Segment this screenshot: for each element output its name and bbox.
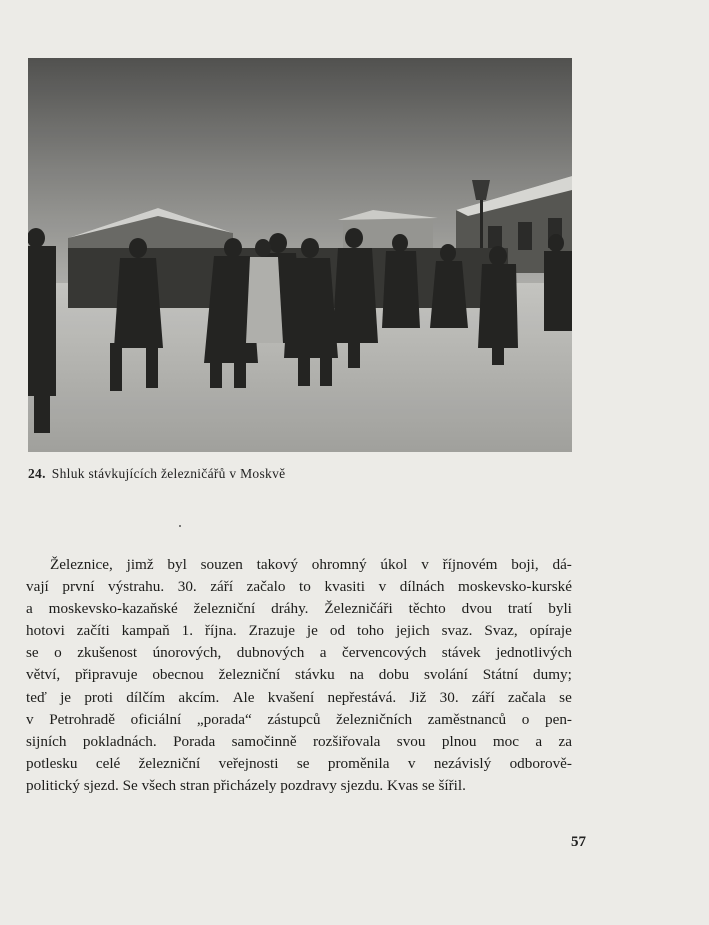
word: 30. <box>439 688 459 706</box>
word: v <box>407 754 416 772</box>
word: říjnovém <box>442 556 498 573</box>
word: Ale <box>232 688 255 706</box>
word: pen- <box>545 710 572 728</box>
text-line <box>26 620 572 642</box>
text-line: politický sjezd. Se všech stran přicházely pozdravy sjezdu. Kvas se šířil. <box>26 776 466 794</box>
speck <box>179 525 181 527</box>
word: stávku <box>295 666 335 684</box>
word: těchto <box>408 600 446 618</box>
text-line <box>26 642 572 664</box>
text-line <box>26 598 572 620</box>
word: první <box>62 578 95 596</box>
word: zástupců <box>267 710 321 728</box>
word: o <box>54 644 62 662</box>
body-paragraph <box>26 554 572 797</box>
word: a <box>319 644 327 662</box>
word: výstrahu. <box>108 578 165 596</box>
word: větví, <box>26 666 61 684</box>
word: je <box>306 622 318 640</box>
word: toho <box>356 622 384 640</box>
word: jednotlivých <box>496 644 572 662</box>
word: začíti <box>76 622 110 640</box>
word: únorových, <box>152 644 222 662</box>
word: září <box>210 578 234 596</box>
word: úkol <box>380 556 408 573</box>
word: souzen <box>200 556 243 573</box>
word: teď <box>26 688 47 706</box>
text-line <box>26 709 572 731</box>
word: moskevsko-kurské <box>458 578 572 596</box>
word: o <box>521 710 530 728</box>
word: železniční <box>138 754 201 772</box>
word: 1. <box>181 622 194 640</box>
photograph <box>28 58 572 452</box>
word: v <box>378 578 387 596</box>
word: veřejnosti <box>218 754 279 772</box>
word: začala <box>507 688 546 706</box>
word: nezávislý <box>433 754 492 772</box>
text-line <box>26 753 572 775</box>
word: Svaz, <box>484 622 518 640</box>
figure-caption <box>28 466 285 482</box>
word: ohromný <box>311 556 367 573</box>
word: října. <box>205 622 237 640</box>
word: byl <box>167 556 187 573</box>
word: dílčím <box>126 688 166 706</box>
word: to <box>299 578 311 596</box>
word: dobu <box>378 666 410 684</box>
word: v <box>26 710 34 728</box>
word: moc <box>492 732 520 750</box>
word: tratí <box>507 600 533 618</box>
word: rozšiřovala <box>312 732 381 750</box>
word: kvasiti <box>324 578 365 596</box>
word: jejich <box>395 622 430 640</box>
word: potlesku <box>26 754 78 772</box>
word: Státní <box>482 666 519 684</box>
word: dráhy. <box>271 600 309 618</box>
caption-number: 24. <box>28 466 46 481</box>
word: jimž <box>126 556 154 573</box>
word: akcím. <box>178 688 220 706</box>
word: kvašení <box>267 688 315 706</box>
word: dumy; <box>533 666 572 684</box>
text-line <box>26 576 572 598</box>
word: proměnila <box>327 754 390 772</box>
word: za <box>558 732 572 750</box>
word: připravuje <box>75 666 138 684</box>
word: hotovi <box>26 622 65 640</box>
word: Petrohradě <box>49 710 116 728</box>
word: Železničáři <box>324 600 393 618</box>
word: železniční <box>193 600 256 618</box>
word: dá- <box>552 556 572 573</box>
word: boji, <box>511 556 539 573</box>
word: Již <box>409 688 427 706</box>
text-line <box>26 687 572 709</box>
word: byli <box>548 600 572 618</box>
word: Porada <box>173 732 216 750</box>
word: a <box>535 732 543 750</box>
word: je <box>60 688 72 706</box>
word: železničních <box>336 710 413 728</box>
word: stávek <box>441 644 481 662</box>
word: dvou <box>461 600 492 618</box>
word: samočinně <box>231 732 297 750</box>
photo-scene <box>28 58 572 452</box>
word: proti <box>84 688 113 706</box>
word: odborově- <box>509 754 572 772</box>
word: železniční <box>218 666 281 684</box>
word: svolání <box>424 666 468 684</box>
page-number: 57 <box>571 834 586 850</box>
word: od <box>329 622 346 640</box>
text-line <box>26 731 572 753</box>
word: opíraje <box>529 622 572 640</box>
text-line <box>26 664 572 686</box>
word: září <box>471 688 495 706</box>
word: Zrazuje <box>248 622 295 640</box>
word: obecnou <box>152 666 204 684</box>
word: Železnice, <box>50 556 113 573</box>
word: se <box>296 754 310 772</box>
word: „porada“ <box>196 710 252 728</box>
caption-text: Shluk stávkujících železničářů v Moskvě <box>51 466 286 481</box>
word: pokladnách. <box>82 732 157 750</box>
word: zkušenost <box>77 644 138 662</box>
word: nepřestává. <box>327 688 397 706</box>
word: v <box>421 556 429 573</box>
word: oficiální <box>130 710 182 728</box>
word: 30. <box>177 578 197 596</box>
word: takový <box>256 556 298 573</box>
word: svaz. <box>441 622 473 640</box>
word: plnou <box>441 732 477 750</box>
word: dílnách <box>399 578 445 596</box>
word: začalo <box>246 578 286 596</box>
word: se <box>26 644 39 662</box>
word: dubnových <box>236 644 305 662</box>
word: kampaň <box>121 622 170 640</box>
word: na <box>349 666 364 684</box>
word: celé <box>95 754 121 772</box>
text-line <box>26 554 572 576</box>
word: a <box>26 600 33 618</box>
word: červencových <box>341 644 427 662</box>
word: moskevsko-kazaňské <box>48 600 178 618</box>
word: svou <box>396 732 426 750</box>
word: sijních <box>26 732 67 750</box>
word: zaměstnanců <box>427 710 507 728</box>
word: se <box>559 688 572 706</box>
word: vají <box>26 578 49 596</box>
